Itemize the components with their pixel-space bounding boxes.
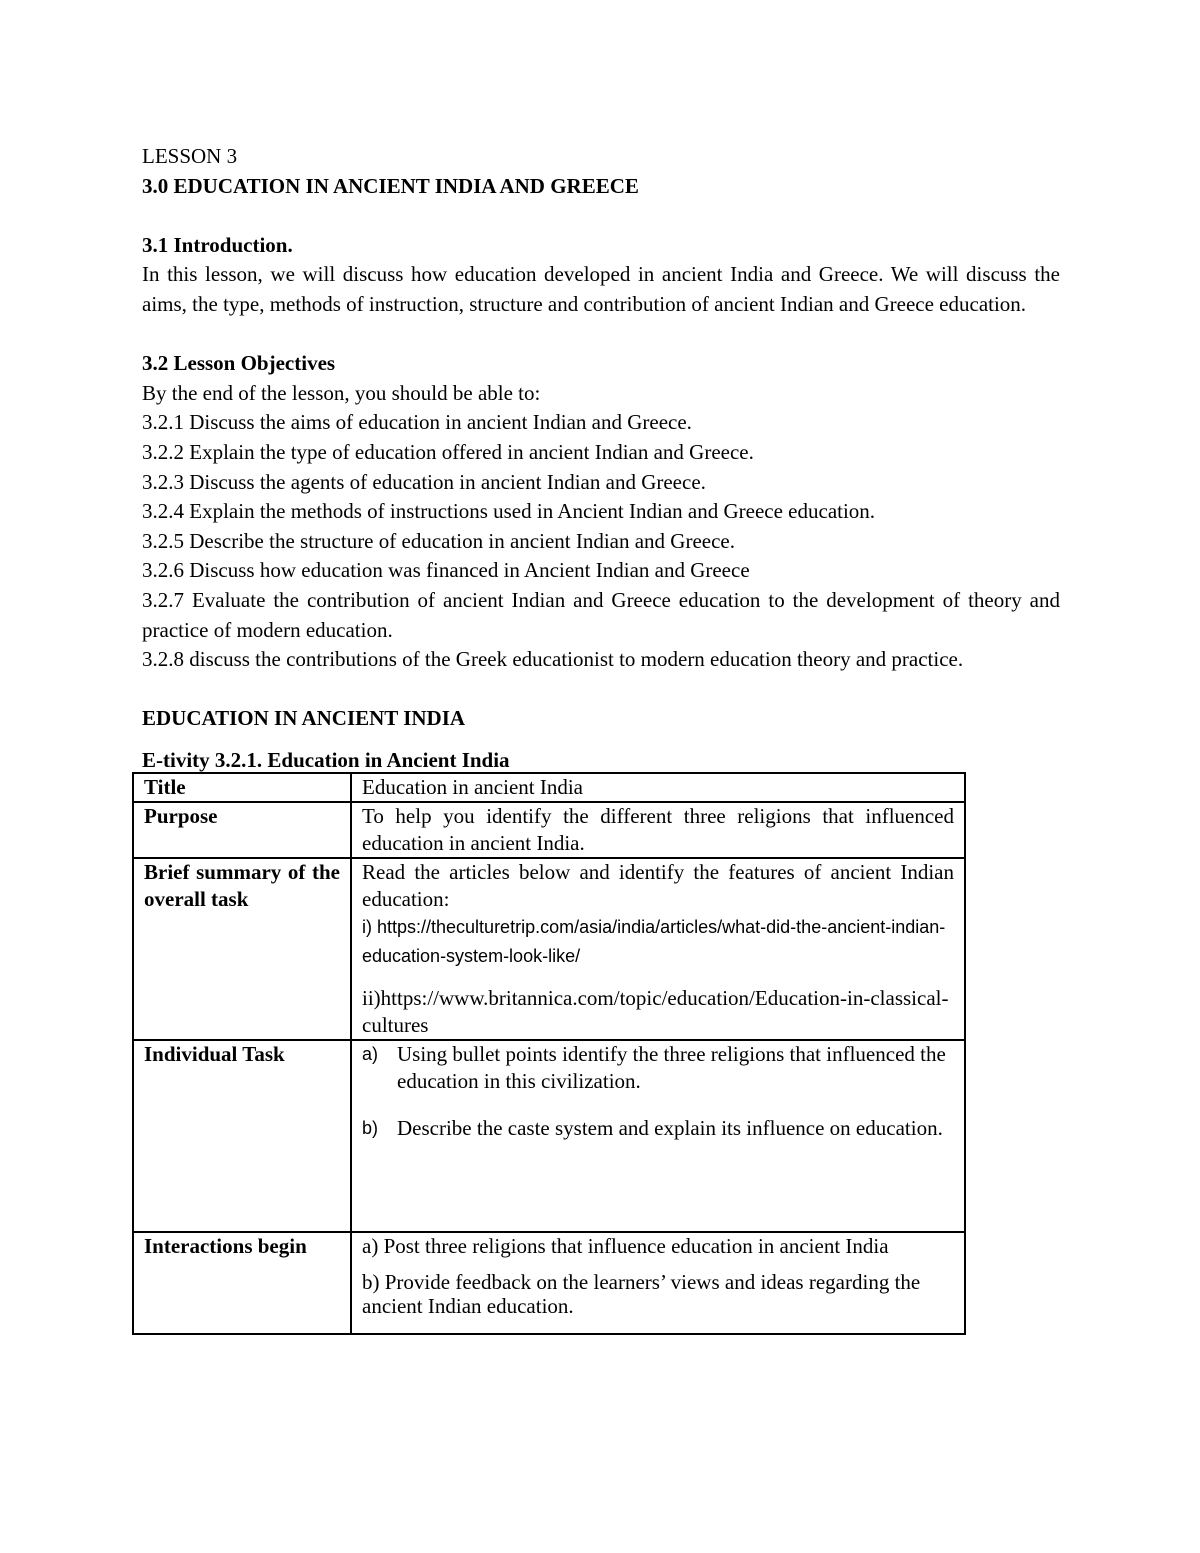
objective-item: 3.2.5 Describe the structure of education in ancient Indian and Greece. [142,528,736,553]
spacer [142,320,1060,350]
task-text: Using bullet points identify the three religions that influenced the education in this civilization. [397,1041,946,1093]
lesson-number: LESSON 3 [142,144,238,168]
objective-item: 3.2.7 Evaluate the contribution of ancient Indian and Greece education to the development of theory and practice of modern education. [142,587,1060,642]
task-text: Describe the caste system and explain its influence on education. [397,1115,943,1140]
row-value-summary [351,858,965,1040]
interactions-item-b: b) Provide feedback on the learners’ views and ideas regarding the ancient Indian education. [362,1269,921,1318]
summary-text: Read the articles below and identify the features of ancient Indian education: [362,859,954,911]
intro-paragraph: In this lesson, we will discuss how education developed in ancient India and Greece. We will discuss the aims, the type, methods of instruction, structure and contribution of ancient Indian and Greece education. [142,262,1060,316]
interactions-item-a: a) Post three religions that influence education in ancient India [362,1233,889,1258]
table-row [133,773,965,802]
document-page [142,142,1060,1335]
objectives-lead: By the end of the lesson, you should be able to: [142,380,541,405]
objective-item: 3.2.8 discuss the contributions of the Greek educationist to modern education theory and practice. [142,647,964,672]
row-label-summary: Brief summary of the overall task [133,858,351,1040]
lesson-title: 3.0 EDUCATION IN ANCIENT INDIA AND GREECE [142,173,639,198]
table-row [133,802,965,858]
row-value-task [351,1040,965,1232]
spacer [362,1095,954,1115]
row-value-title: Education in ancient India [351,773,965,802]
etivity-table [132,772,966,1335]
task-item-a [362,1041,954,1095]
list-marker: b) [362,1117,379,1138]
spacer [142,675,1060,705]
objective-item: 3.2.6 Discuss how education was financed in Ancient Indian and Greece [142,558,750,583]
row-label-interactions: Interactions begin [133,1232,351,1334]
article-link-1[interactable]: i) https://theculturetrip.com/asia/india/articles/what-did-the-ancient-indian-education-system-look-like/ [362,916,946,966]
intro-heading: 3.1 Introduction. [142,232,293,257]
list-marker: a) [362,1043,379,1064]
table-row [133,1040,965,1232]
table-row [133,858,965,1040]
row-label-title: Title [133,773,351,802]
row-value-purpose: To help you identify the different three religions that influenced education in ancient India. [351,802,965,858]
objectives-heading: 3.2 Lesson Objectives [142,351,336,376]
article-link-2[interactable]: ii)https://www.britannica.com/topic/education/Education-in-classical-cultures [362,985,949,1037]
section-heading: EDUCATION IN ANCIENT INDIA [142,706,466,731]
spacer [142,201,1060,231]
objective-item: 3.2.2 Explain the type of education offered in ancient Indian and Greece. [142,439,754,464]
etivity-title: E-tivity 3.2.1. Education in Ancient India [142,747,510,772]
row-value-interactions [351,1232,965,1334]
table-row [133,1232,965,1334]
row-label-purpose: Purpose [133,802,351,858]
spacer [362,971,954,985]
objective-item: 3.2.3 Discuss the agents of education in ancient Indian and Greece. [142,469,706,494]
row-label-task: Individual Task [133,1040,351,1232]
objective-item: 3.2.4 Explain the methods of instructions used in Ancient Indian and Greece education. [142,499,876,524]
task-item-b [362,1115,954,1142]
objective-item: 3.2.1 Discuss the aims of education in ancient Indian and Greece. [142,410,692,435]
spacer [362,1260,954,1270]
